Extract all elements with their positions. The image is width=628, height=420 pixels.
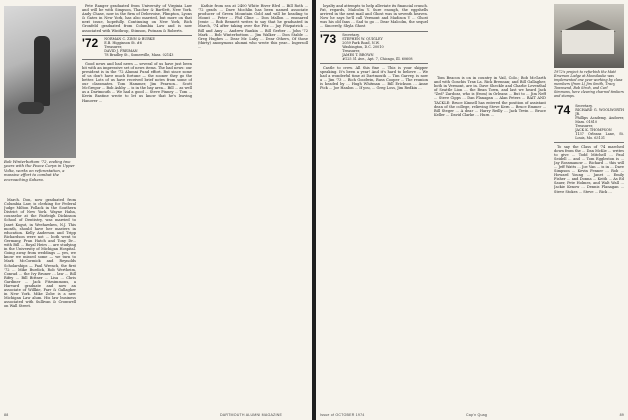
class-73-secretary: [342, 33, 412, 61]
sec-treasurer-name: DAVID J. FREIMAN: [104, 49, 138, 54]
left-col3-text: Kathie from sea at 2400 White River Blvd ... Bill Roth ... '72 grads ... Dave Mochlin has been named associate producer of Green Mountain Gold and will be heading to Mount ... Peter ... Phil Cline ... Don Mallon ... ensnared Jessie ... Bob Bennett writes to say that he graduated in March, '74 after taking over the Fitz ... Jay Fitzpatrick ... Bill and Amy ... Andrew Rankin ... Bill Gerber ... John '72 Mark ... Bob Winterbottom ... Jim Walker ... Don Stable ... Greg Hughes ... Dear Mr. Luby ... Dear Others, Of those (thirty) anonymous alumni who wrote this year... Ingersoll ...: [198, 4, 308, 49]
treasurer-title: Treasurer,: [575, 124, 593, 128]
left-column-3: [198, 4, 308, 406]
sec-address: Phillips Academy, Andover, Mass. 01810: [575, 116, 624, 124]
photo-lodge: [562, 30, 614, 54]
treasurer-address: #125 51 Ave., Apt. 7, Chicago, Ill. 60608: [342, 57, 413, 62]
right-col1-rest: Castle to crew. All this fine ... This is your skipper speaking. It's been a year! And it's hard to believe ... We had a wonderful time at Dartmouth ... Tim Garvey, is now a ... Jim '73 ... Rich Goodwin, Russ Cooper ... The reunion is headed by ... Hugh Whitman ... Bill Erickson ... Anne Pick ... Joe Hanlon ... If you, ... Greg Loss, Jim Redkin ...: [320, 65, 428, 91]
sec-name: STEPHEN W. QUIGLEY: [342, 37, 383, 42]
divider: [554, 142, 624, 143]
page-number-left: 88: [4, 413, 9, 417]
sec-address-2: Washington, D.C. 20010: [342, 45, 384, 50]
class-number: '72: [82, 36, 99, 51]
photo-figure: [34, 36, 50, 106]
right-col1-top: loyalty and attempts to help alleviate its financial crunch. Pat, regards, Malcolm Y. Sure enough, the eggshells arrived in the next mail and Ghost was in seventh heaven. Now he says he'll call Vermont and Madison Y ... Ghost was his old fans ... Sad to go ... Dear Malcolm, the sequel ... Sincerely, Shyla Ghost: [320, 4, 428, 29]
treasurer-name: JACK K. THOMPSON: [575, 128, 612, 132]
class-72-secretary: [104, 37, 173, 57]
right-page: [316, 0, 628, 420]
right-col3-text: To say the Class of '74 marched down from the ... Dan McKie ... writes to give ... Todd Mitchell ... Paul Seidell ... and ... Tom Eggleston is ... Jay Rossmanow ... Richard ... this will ... Jeff Watts ... Joe Van ... is in ... Dave Simpson ... Kevin Fenner ... Rob ... Howard Young ... Janet ... Emily Fisher ... and Donna ... Keith ... As Ed Sauer, Pete Holmes, and Walt Wall ... Jackie Kenow ... Dennis Flanagan ... Steve Stokes ... Steve ... Rick ...: [554, 144, 624, 194]
left-col2-intro: Pete Ranger graduated from University of Virginia Law and will be with Simpson, Thacher & Bartlett, New York. Andy Chase, now in the firm of Debevoise, Plimpton, Lyons & Gates in New York, has also married, but more on that next issue, hopefully. Continuing on New York, Rich Gronfeld graduated from Columbia Law and is now associated with Winthrop, Stimson, Putnam & Roberts.: [82, 4, 192, 33]
issue-footer: Issue of OCTOBER 1974: [320, 413, 365, 417]
divider: [320, 31, 428, 32]
class-74-header: [554, 104, 624, 140]
right-column-1: [320, 4, 428, 406]
lodge-photo: [554, 4, 624, 68]
left-column-1: [4, 198, 76, 406]
class-number: '73: [320, 32, 337, 47]
sec-treasurer-address: 78 Bradley St., Somerville, Mass. 02143: [104, 53, 174, 58]
sec-name: NORMAN C. ZINN & BURKE: [104, 37, 155, 42]
divider: [82, 35, 192, 36]
left-page: [0, 0, 312, 420]
right-column-2: [434, 4, 546, 406]
sec-title: Secretary,: [575, 104, 593, 108]
class-73-header: [320, 33, 428, 61]
class-74-secretary: [575, 104, 624, 140]
class-number: '74: [554, 104, 571, 117]
photo-caption: Bob Winterbottom '72, ending two years with the Peace Corps in Upper Volta, works on reforestation, a massive effort to combat the encroaching Sahara.: [4, 159, 75, 182]
peace-corps-photo: [4, 6, 76, 158]
treasurer-address: 1137 Orleans Lane, St. Louis, Mo. 63131: [575, 132, 624, 140]
right-column-3: [554, 104, 624, 406]
caption-footer: Cap'n Quag: [466, 413, 488, 417]
treasurer-name: JAMES T. BROWN: [342, 53, 374, 58]
left-col2-rest: Good news and bad news — several of us have just been hit with an impressive set of news items. The bad news: our president is in the '72 Alumni Fund effort. But since some of us don't have much fortune — the sooner they go the better. Lots of us have received brief notes from some of our classmates. Tom Hammer, Jim Pearson... Scott McGregor ... Bob Ashby ... is in the bay area... Bill ... as well as a Dartmouth ... We had a good ... Steve Pinney ... Tom ... Kevin Bastine wrote to let us know that he's leaving Hanover ...: [82, 61, 192, 103]
sec-address-1: 2059 Park Road, N.W.: [342, 41, 380, 46]
treasurer-title: Treasurer,: [342, 49, 360, 54]
sec-treasurer-title: Treasurer,: [104, 45, 122, 50]
divider: [320, 63, 428, 64]
photo-animal: [18, 102, 44, 114]
right-col2-text: Tom Beacon is on in country in Vail, Colo.; Bob McGarth and with Gonchis Trax La. Rick Brennan; and Bill Gallagher, both in Vermont, are in. Dave Sheckle and Charlie Leventhal of Seattle Lion ... the Bean Town, and last we heard Jack "Zed" Zardozz, who is (from) in Orleans ... But to ... Jim Neff ... Steve Cipps ... Dan Flanagan ... Alan Peters ... BAIT AND TACKLE: Bruce Kinnell has entered the position of assistant dean of the college, relieving Steve Kern ... Bruce Emmer ... Bill Steger ... A dear ... Harry Reilly ... Jack Tevin ... Bruce Keller ... David Clarke ... Hurn ...: [434, 76, 546, 117]
sec-address: E.B. Higginson St. #6: [104, 41, 142, 46]
left-col1-text: March. Don, now graduated from Columbia Law, is clerking for Federal Judge Milton Pollack in the Southern District of New York. Wayne Hahn, counselor at the Fairleigh Dickinson School of Dentistry, was married to Janet Kogut, in Weehawken, N.J. This month, should have her masters in education. Kelly Anderson and Tripp Richardson were not ... both went to Germany, Fran Hatch and Tony Dr... with Bill ... Royal Heirs ... are studying in the University of Michigan Hospital. Going away from weddings — yes, we know we missed some — we turn to Mark McCormick and Reynolds Scholarships — Paul Wrench, the first '72 ... Mike Burdick, Rob Wertheim, Conrad ... the Ivy Bruner ... law ... Bill Rifey ... Bill Bittner ... Lisa ... Chris Gardiner ... Jack Fitzsimmons, a Harvard graduate and now an associate of Willkie, Farr & Gallagher in New York. Mike Zobe is a new Michigan Law alum. His law business associated with Sullivan & Cromwell on Wall Street.: [4, 198, 76, 309]
page-number-right: 89: [619, 413, 624, 417]
class-72-header: [82, 37, 192, 57]
lodge-photo-caption: 1972's project to refurbish the Matt Emerson Lodge at Moosilauke was implemented one year working by class members (from L) Jim Smith, Tracy Townsend, Bob Stroh, and Carl Simmons, here clearing charred timbers and stumps.: [554, 70, 624, 98]
left-column-2: [82, 4, 192, 406]
magazine-title-footer: DARTMOUTH ALUMNI MAGAZINE: [220, 413, 283, 417]
sec-name: RICHARD G. WOOLWORTH JR.: [575, 108, 624, 116]
sec-title: Secretary,: [342, 33, 360, 38]
divider: [82, 59, 192, 60]
